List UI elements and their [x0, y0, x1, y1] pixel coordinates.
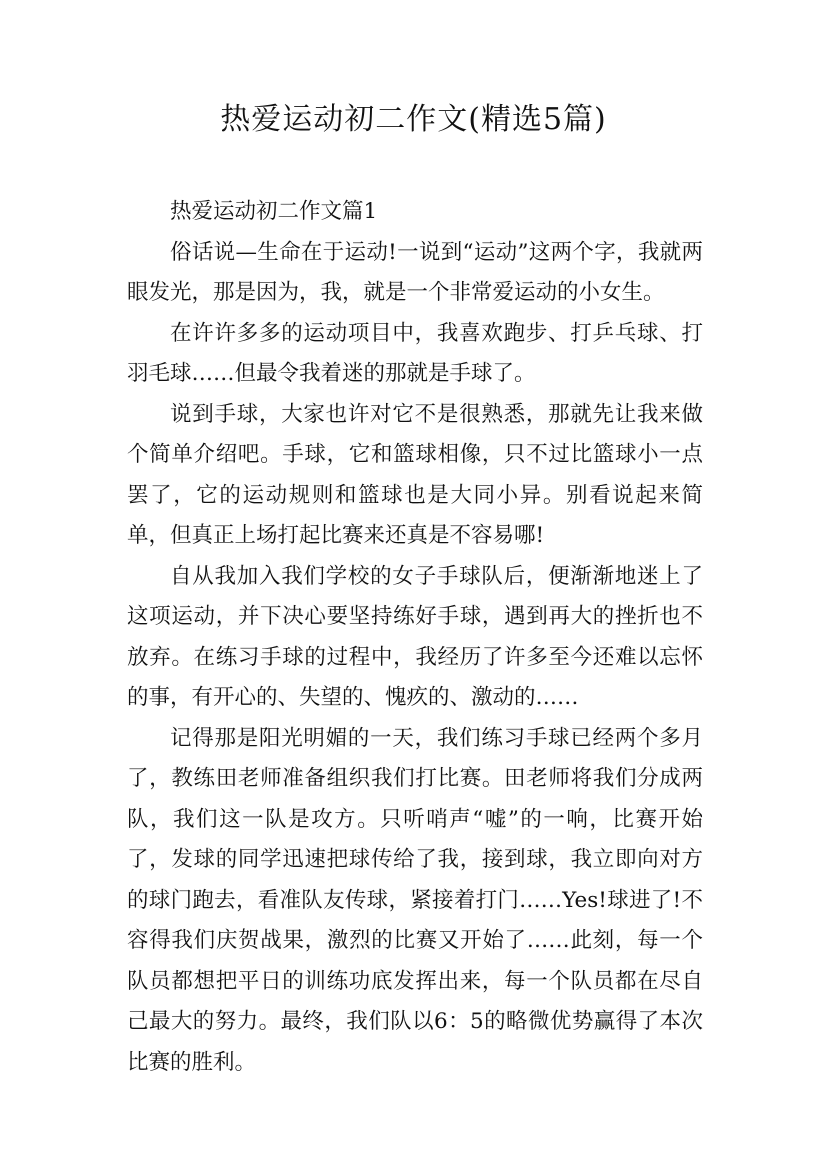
- paragraph: 记得那是阳光明媚的一天，我们练习手球已经两个多月了，教练田老师准备组织我们打比赛。田老师将我们分成两队，我们这一队是攻方。只听哨声“嘘”的一响，比赛开始了，发球的同学迅速把球传给了我，接到球，我立即向对方的球门跑去，看准队友传球，紧接着打门……Yes!球进了!不容得我们庆贺战果，激烈的比赛又开始了……此刻，每一个队员都想把平日的训练功底发挥出来，每一个队员都在尽自己最大的努力。最终，我们队以6：5的略微优势赢得了本次比赛的胜利。: [127, 725, 703, 1075]
- document-body: [127, 192, 703, 1083]
- document-title: 热爱运动初二作文(精选5篇): [220, 102, 607, 137]
- section-heading: 热爱运动初二作文篇1: [170, 199, 378, 224]
- paragraph: 在许许多多的运动项目中，我喜欢跑步、打乒乓球、打羽毛球……但最令我着迷的那就是手球了。: [127, 320, 703, 386]
- paragraph: 自从我加入我们学校的女子手球队后，便渐渐地迷上了这项运动，并下决心要坚持练好手球，遇到再大的挫折也不放弃。在练习手球的过程中，我经历了许多至今还难以忘怀的事，有开心的、失望的、愧疚的、激动的……: [127, 563, 703, 710]
- paragraph: 说到手球，大家也许对它不是很熟悉，那就先让我来做个简单介绍吧。手球，它和篮球相像，只不过比篮球小一点罢了，它的运动规则和篮球也是大同小异。别看说起来简单，但真正上场打起比赛来还真是不容易哪!: [127, 401, 703, 548]
- paragraph: 俗话说—生命在于运动!一说到“运动”这两个字，我就两眼发光，那是因为，我，就是一个非常爱运动的小女生。: [127, 239, 703, 305]
